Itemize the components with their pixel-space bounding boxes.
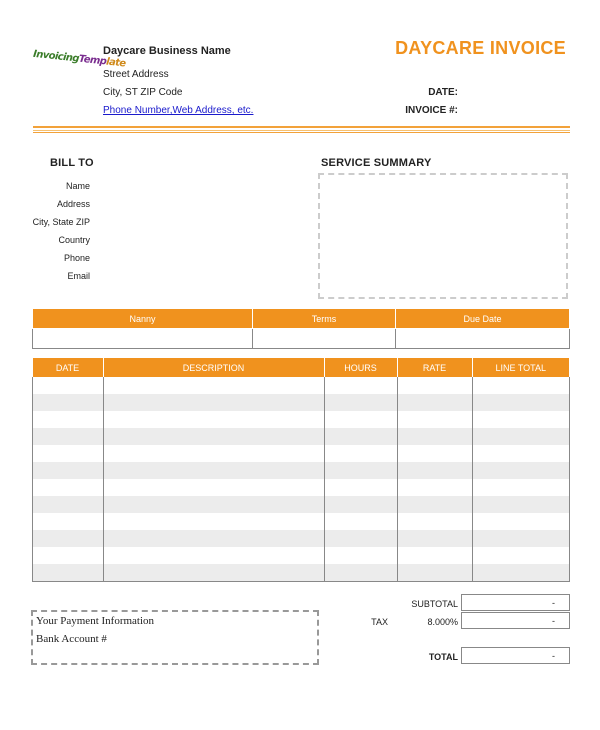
service-summary-box[interactable]	[318, 173, 568, 299]
table-row	[33, 513, 570, 530]
invoice-title: DAYCARE INVOICE	[395, 38, 566, 58]
table-row	[33, 462, 570, 479]
due-date-cell[interactable]	[396, 329, 570, 349]
table-row	[33, 428, 570, 445]
service-summary-heading: SERVICE SUMMARY	[321, 157, 432, 169]
header-divider-bottom	[33, 132, 570, 133]
bill-to-label-phone: Phone	[63, 253, 90, 263]
table-row	[33, 547, 570, 564]
invoice-number-label: INVOICE #:	[405, 105, 458, 116]
bank-account-text: Bank Account #	[36, 633, 107, 645]
invoice-number-field[interactable]	[462, 103, 570, 117]
table-row	[33, 411, 570, 428]
nanny-cell[interactable]	[33, 329, 253, 349]
header-divider-accent	[33, 130, 570, 131]
header-divider	[33, 126, 570, 128]
table-row	[33, 377, 570, 394]
payment-info-text: Your Payment Information	[36, 615, 155, 627]
line-total-column-header: LINE TOTAL	[472, 358, 570, 377]
date-label: DATE:	[428, 87, 458, 98]
street-address: Street Address	[103, 69, 169, 80]
table-row	[33, 445, 570, 462]
bill-to-label-address: Address	[56, 199, 90, 209]
tax-rate[interactable]: 8.000%	[427, 617, 458, 627]
subtotal-value: -	[461, 594, 570, 611]
bill-to-label-country: Country	[58, 235, 90, 245]
total-label: TOTAL	[428, 652, 458, 662]
due-date-header: Due Date	[396, 309, 570, 329]
bill-to-label-name: Name	[65, 181, 90, 191]
tax-value: -	[461, 612, 570, 629]
table-row	[33, 394, 570, 411]
hours-column-header: HOURS	[324, 358, 397, 377]
table-row	[33, 479, 570, 496]
line-items-table	[32, 358, 570, 582]
terms-header: Terms	[253, 309, 396, 329]
bill-to-label-city: City, State ZIP	[32, 217, 90, 227]
company-logo: InvoicingTemplate	[32, 48, 126, 70]
table-row	[33, 564, 570, 582]
description-column-header: DESCRIPTION	[103, 358, 324, 377]
table-row	[33, 496, 570, 513]
contact-link[interactable]: Phone Number,Web Address, etc.	[103, 105, 254, 116]
nanny-header: Nanny	[33, 309, 253, 329]
total-value: -	[461, 647, 570, 664]
rate-column-header: RATE	[397, 358, 472, 377]
terms-cell[interactable]	[253, 329, 396, 349]
subtotal-label: SUBTOTAL	[411, 599, 458, 609]
bill-to-heading: BILL TO	[50, 157, 94, 169]
table-row	[33, 530, 570, 547]
tax-label: TAX	[371, 617, 388, 627]
city-state-zip: City, ST ZIP Code	[103, 87, 183, 98]
info-table	[32, 308, 570, 349]
date-field[interactable]	[462, 85, 570, 99]
bill-to-label-email: Email	[67, 271, 90, 281]
date-column-header: DATE	[33, 358, 104, 377]
business-name: Daycare Business Name	[103, 45, 231, 57]
